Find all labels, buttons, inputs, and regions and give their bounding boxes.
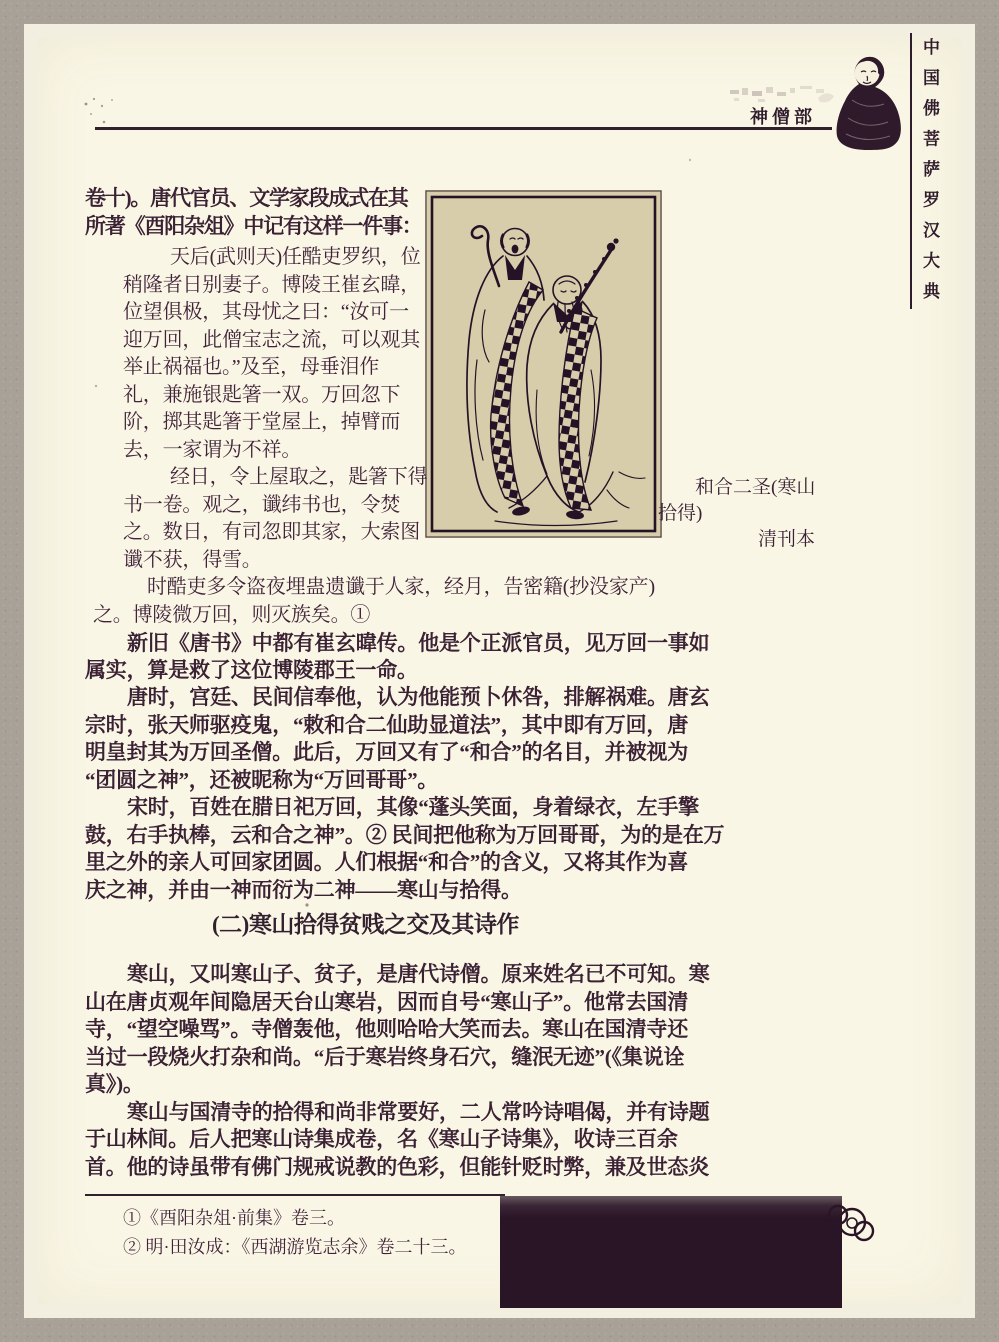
body-line: 卷十)。唐代官员、文学家段成式在其 (85, 186, 408, 210)
quote-line: 礼，兼施银匙箸一双。万回忽下 (123, 384, 401, 406)
body-line: 宗时，张天师驱疫鬼，“敕和合二仙助显道法”，其中即有万回，唐 (85, 713, 688, 737)
body-line: 唐时，宫廷、民间信奉他，认为他能预卜休咎，排解祸难。唐玄 (127, 685, 710, 709)
body-line: 山在唐贞观年间隐居天台山寒岩，因而自号“寒山子”。他常去国清 (85, 990, 688, 1014)
footnote-line: ①《酉阳杂俎·前集》卷三。 (123, 1208, 345, 1228)
body-line: 属实，算是救了这位博陵郡王一命。 (85, 658, 418, 682)
quote-line: 天后(武则天)任酷吏罗织，位 (170, 246, 421, 268)
woodcut-plate (425, 190, 662, 538)
body-line: 宋时，百姓在腊日祀万回，其像“蓬头笑面，身着绿衣，左手擎 (127, 795, 699, 819)
scan-artifact-block (500, 1196, 842, 1308)
body-line: 当过一段烧火打杂和尚。“后于寒岩终身石穴，缝泯无迹”(《集说诠 (85, 1045, 685, 1069)
body-line: “团圆之神”，还被昵称为“万回哥哥”。 (85, 768, 439, 792)
quote-line: 谶不获，得雪。 (123, 549, 262, 571)
cloud-ornament-icon (796, 1200, 880, 1256)
quote-line: 去，一家谓为不祥。 (123, 439, 302, 461)
quote-line: 经日，令上屋取之，匙箸下得 (170, 466, 428, 488)
section-heading: (二)寒山拾得贫贱之交及其诗作 (212, 912, 519, 937)
monk-portrait-icon (830, 52, 906, 152)
quote-line: 时酷吏多令盗夜埋蛊遗谶于人家，经月，告密籍(抄没家产) (147, 576, 655, 598)
plate-caption-line: 拾得) (658, 503, 703, 524)
body-line: 鼓，右手执棒，云和合之神”。② 民间把他称为万回哥哥，为的是在万 (85, 823, 725, 847)
quote-line: 书一卷。观之，谶纬书也，令焚 (123, 494, 401, 516)
hanshan-shide-illustration (425, 190, 662, 538)
body-line: 真》)。 (85, 1072, 144, 1096)
margin-divider (910, 33, 912, 309)
body-line: 所著《酉阳杂俎》中记有这样一件事： (85, 214, 422, 238)
body-line: 寒山，又叫寒山子、贫子，是唐代诗僧。原来姓名已不可知。寒 (127, 962, 710, 986)
ink-smudge (728, 84, 840, 108)
body-line: 明皇封其为万回圣僧。此后，万回又有了“和合”的名目，并被视为 (85, 740, 688, 764)
quote-line: 之。数日，有司忽即其家，大索图 (123, 521, 420, 543)
body-line: 里之外的亲人可回家团圆。人们根据“和合”的含义，又将其作为喜 (85, 850, 688, 874)
footnote-line: ② 明·田汝成：《西湖游览志余》卷二十三。 (123, 1237, 467, 1257)
section-label: 神僧部 (750, 107, 816, 127)
body-line: 庆之神，并由一神而衍为二神——寒山与拾得。 (85, 878, 522, 902)
body-line: 于山林间。后人把寒山诗集成卷，名《寒山子诗集》，收诗三百余 (85, 1127, 678, 1151)
quote-line: 之。博陵微万回，则灭族矣。① (93, 604, 371, 626)
margin-title: 中国佛菩萨罗汉大典 (920, 38, 939, 313)
body-line: 寺，“望空噪骂”。寺僧轰他，他则哈哈大笑而去。寒山在国清寺还 (85, 1017, 688, 1041)
body-line: 寒山与国清寺的拾得和尚非常要好，二人常吟诗唱偈，并有诗题 (127, 1100, 710, 1124)
quote-line: 阶，掷其匙箸于堂屋上，掉臂而 (123, 411, 401, 433)
quote-line: 稍隆者日别妻子。博陵王崔玄暐， (123, 274, 420, 296)
quote-line: 举止祸福也。”及至，母垂泪作 (123, 356, 380, 378)
body-line: 首。他的诗虽带有佛门规戒说教的色彩，但能针贬时弊，兼及世态炎 (85, 1155, 709, 1179)
plate-caption-line: 清刊本 (758, 529, 816, 550)
quote-line: 位望俱极，其母忧之曰：“汝可一 (123, 301, 409, 323)
header-rule (95, 127, 832, 130)
body-line: 新旧《唐书》中都有崔玄暐传。他是个正派官员，见万回一事如 (127, 631, 710, 655)
plate-caption-line: 和合二圣(寒山 (695, 477, 816, 498)
footnote-divider (85, 1194, 505, 1196)
quote-line: 迎万回，此僧宝志之流，可以观其 (123, 329, 420, 351)
